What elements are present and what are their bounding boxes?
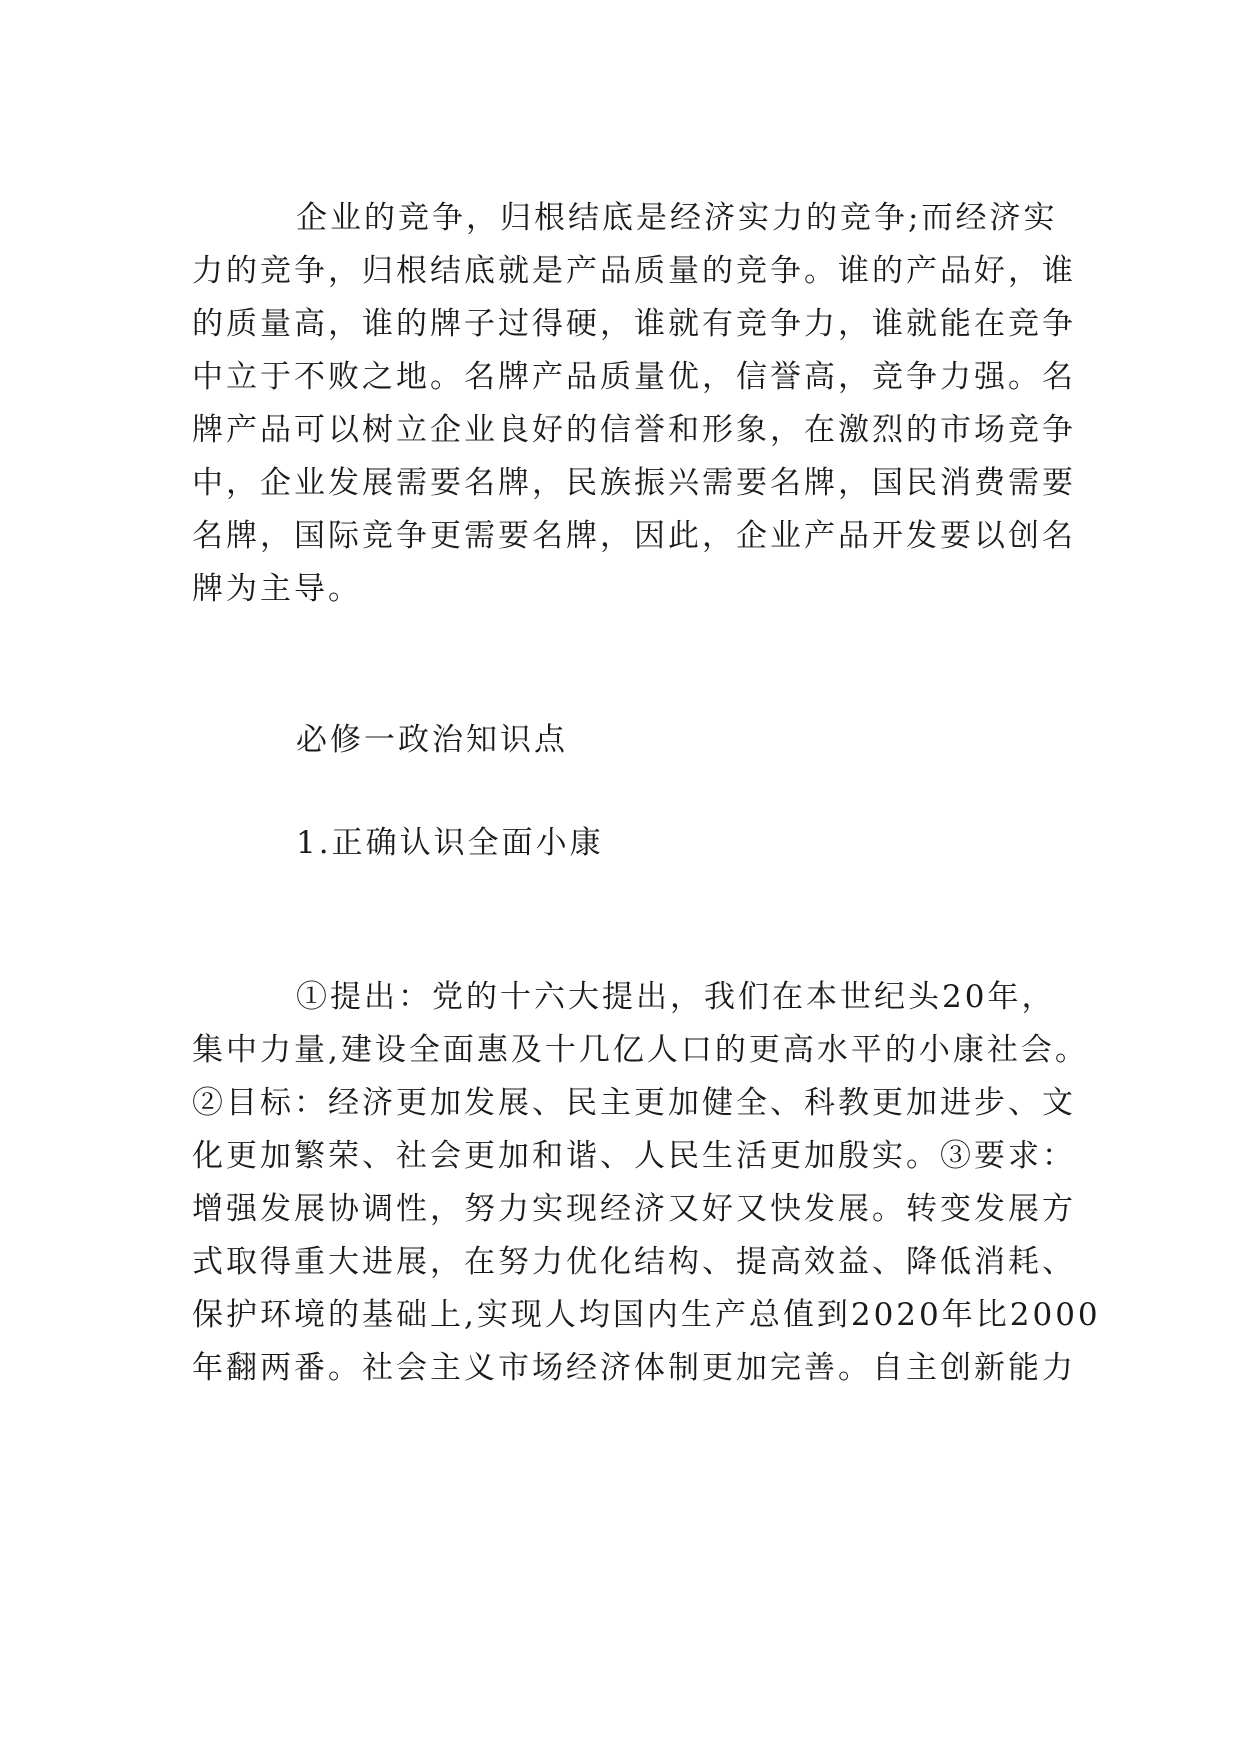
- paragraph-line: 的质量高，谁的牌子过得硬，谁就有竞争力，谁就能在竞争: [192, 306, 1076, 342]
- paragraph-line: ②目标：经济更加发展、民主更加健全、科教更加进步、文: [192, 1085, 1076, 1121]
- paragraph-line: 年翻两番。社会主义市场经济体制更加完善。自主创新能力: [192, 1350, 1076, 1386]
- paragraph-line: 中，企业发展需要名牌，民族振兴需要名牌，国民消费需要: [192, 465, 1076, 501]
- paragraph-line: 保护环境的基础上,实现人均国内生产总值到2020年比2000: [192, 1297, 1101, 1333]
- paragraph-line: 名牌，国际竞争更需要名牌，因此，企业产品开发要以创名: [192, 518, 1076, 554]
- paragraph-line: 牌为主导。: [192, 571, 362, 607]
- paragraph-line: 力的竞争，归根结底就是产品质量的竞争。谁的产品好，谁: [192, 253, 1076, 289]
- paragraph-line: 式取得重大进展，在努力优化结构、提高效益、降低消耗、: [192, 1244, 1076, 1280]
- paragraph-line: 化更加繁荣、社会更加和谐、人民生活更加殷实。③要求：: [192, 1138, 1076, 1174]
- paragraph-line: 集中力量,建设全面惠及十几亿人口的更高水平的小康社会。: [192, 1032, 1089, 1068]
- section-heading: 必修一政治知识点: [296, 722, 568, 758]
- section-subheading: 1.正确认识全面小康: [296, 825, 604, 861]
- paragraph-line: 牌产品可以树立企业良好的信誉和形象，在激烈的市场竞争: [192, 412, 1076, 448]
- paragraph-line: 增强发展协调性，努力实现经济又好又快发展。转变发展方: [192, 1191, 1076, 1227]
- paragraph-line: ①提出：党的十六大提出，我们在本世纪头20年，: [296, 979, 1056, 1015]
- paragraph-line: 中立于不败之地。名牌产品质量优，信誉高，竞争力强。名: [192, 359, 1076, 395]
- paragraph-line: 企业的竞争，归根结底是经济实力的竞争;而经济实: [296, 200, 1058, 236]
